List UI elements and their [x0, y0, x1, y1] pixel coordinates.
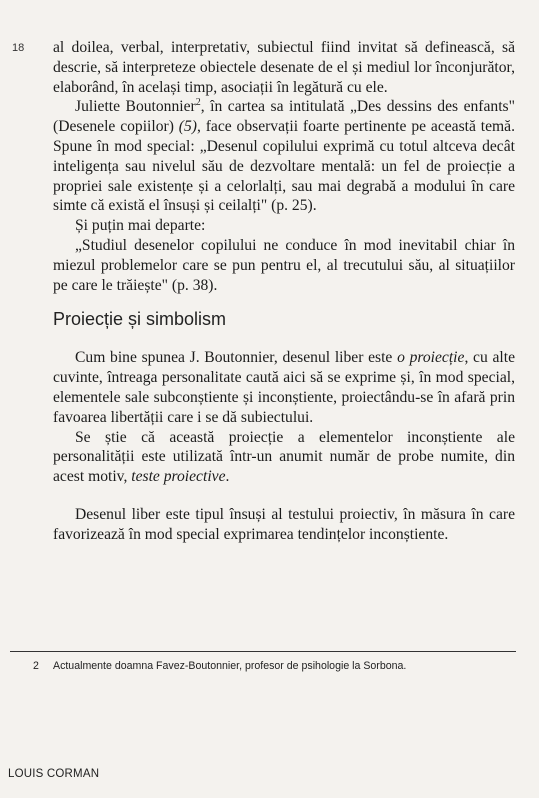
paragraph: al doilea, verbal, interpretativ, subiectul fiind invitat să definească, să descrie, să interpreteze obiectele desenate de el și mediul lor înconjurător, elaborând, în același timp, asociații în legătură cu ele.: [53, 39, 515, 96]
text-span: .: [225, 468, 230, 486]
paragraph: [53, 428, 515, 487]
footnote-marker: 2: [195, 97, 201, 109]
body-text: [53, 38, 515, 545]
paragraph: Și puțin mai departe:: [75, 217, 206, 235]
paragraph: Desenul liber este tipul însuși al testului proiectiv, în măsura în care favorizează în mod special exprimarea tendințelor inconștiente.: [53, 505, 515, 543]
footnote: [33, 660, 513, 672]
footer-author: LOUIS CORMAN: [8, 768, 100, 780]
page-number: 18: [12, 42, 25, 54]
text-span: Se știe că această proiecție a elementelor inconștiente ale personalității este utilizată într-un anumit număr de probe numite, din acest motiv,: [53, 428, 515, 486]
text-span: Cum bine spunea J. Boutonnier, desenul liber este: [75, 349, 398, 367]
quote-paragraph: „Studiul desenelor copilului ne conduce în mod inevitabil chiar în miezul problemelor care se pun pentru el, al trecutului său, al situațiilor pe care le trăiește" (p. 38).: [53, 236, 515, 294]
paragraph: [53, 97, 515, 216]
footnote-number: 2: [33, 660, 39, 672]
footnote-divider: [10, 651, 516, 652]
text-span: , în cartea sa intitulată „Des dessins des enfants" (Desenele copiilor): [53, 98, 515, 136]
reference-number: (5): [178, 118, 197, 136]
emphasis: teste proiective: [131, 468, 226, 486]
emphasis: o proiecție: [397, 349, 465, 367]
paragraph: [53, 348, 515, 427]
author-name: Juliette Boutonnier: [75, 98, 196, 116]
footnote-text: Actualmente doamna Favez-Boutonnier, profesor de psihologie la Sorbona.: [53, 660, 407, 672]
text-span: , face observații foarte pertinente pe această temă. Spune în mod special: „Desenul copilului exprimă cu totul altceva decât inteligența sau nivelul său de dezvoltare mentală: un fel de proiecție a propriei sale existențe și a celorlalți, sau mai degrabă a modului în care simte că există el însuși și ceilalți" (p. 25).: [53, 118, 515, 215]
text-span: , cu alte cuvinte, întreaga personalitate caută aici să se exprime și, în mod special, elementele sale subconștiente și inconștiente, proiectându-se în afară prin favoarea libertății care i se dă subiectului.: [53, 349, 515, 426]
section-heading: Proiecție și simbolism: [53, 309, 227, 330]
